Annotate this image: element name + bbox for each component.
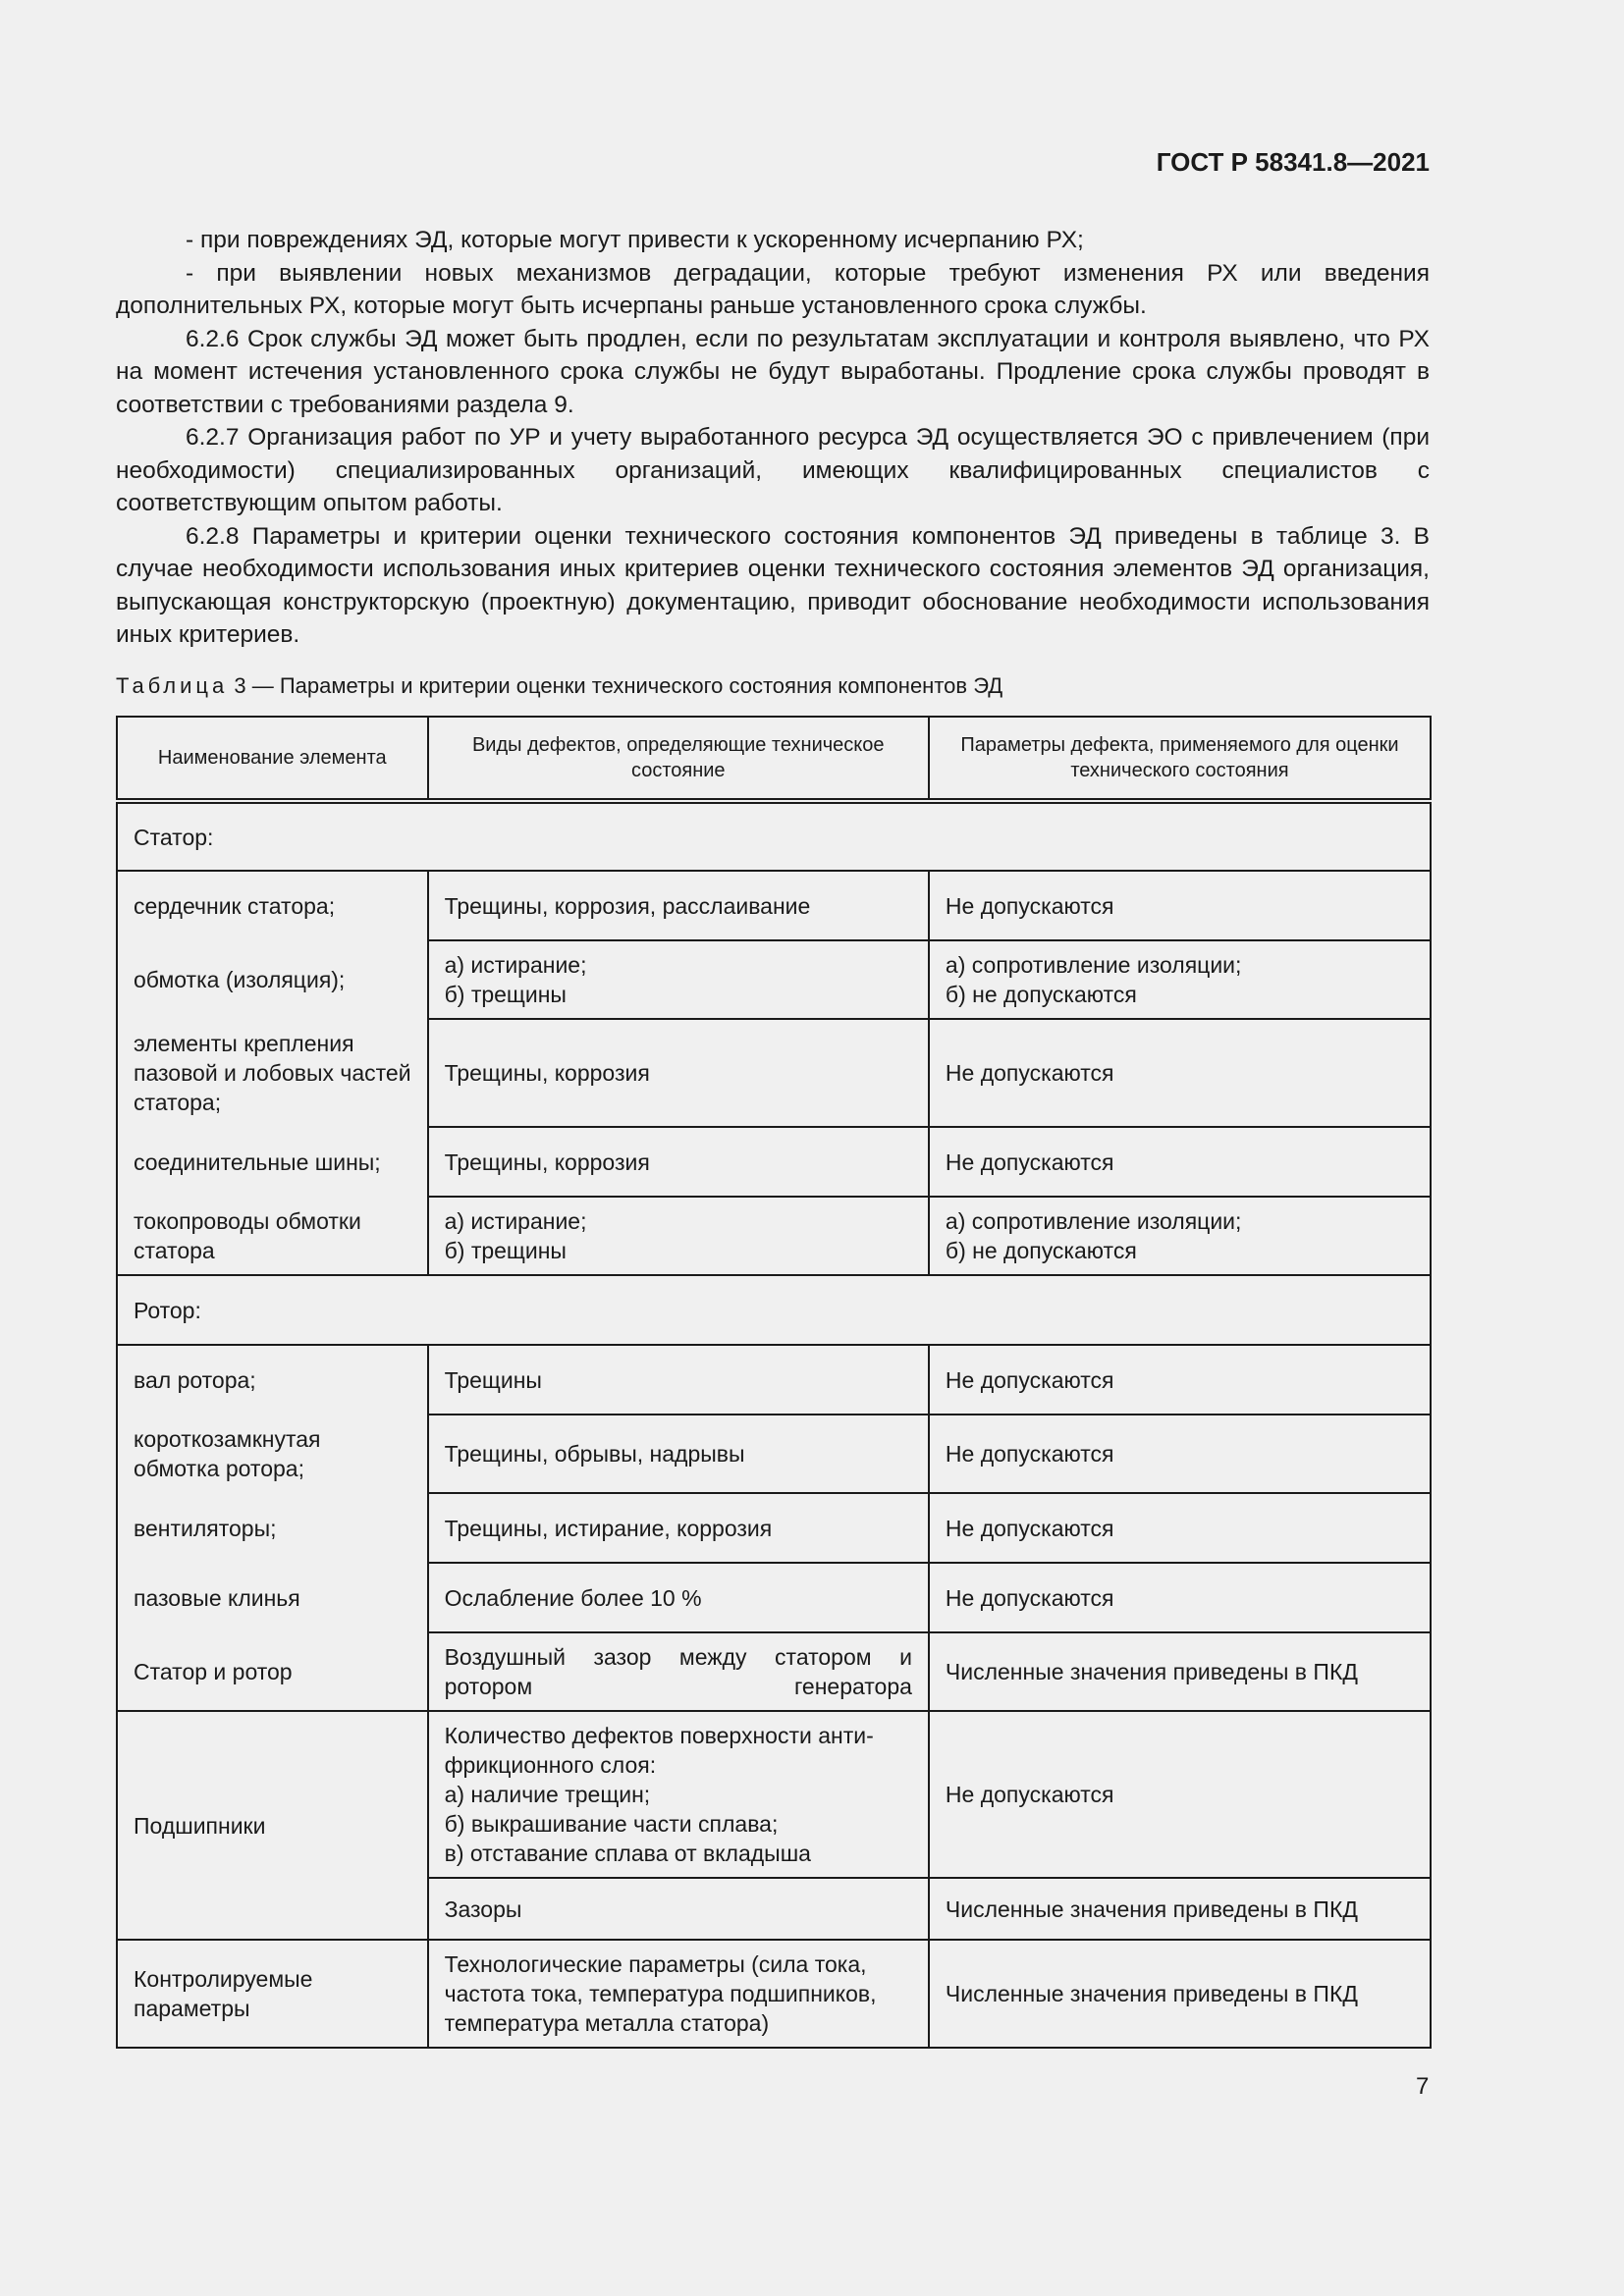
params-cell: Не допускаются bbox=[929, 1127, 1431, 1197]
defects-cell: Ослабление более 10 % bbox=[428, 1563, 929, 1632]
header-defect-types: Виды дефектов, определяющие техническое состояние bbox=[428, 717, 929, 801]
element-cell: сердечник статора; bbox=[117, 871, 428, 940]
table-row bbox=[117, 1493, 1431, 1563]
defects-cell: Трещины, коррозия bbox=[428, 1127, 929, 1197]
defects-cell: Трещины, истирание, коррозия bbox=[428, 1493, 929, 1563]
table-row bbox=[117, 1127, 1431, 1197]
param-line: б) не допускаются bbox=[945, 982, 1137, 1007]
defect-line: б) трещины bbox=[444, 1238, 567, 1263]
table-row bbox=[117, 1019, 1431, 1127]
group-label: Ротор: bbox=[117, 1275, 1431, 1345]
defects-cell: Трещины, обрывы, надрывы bbox=[428, 1415, 929, 1493]
defect-line: температура металла статора) bbox=[444, 2010, 770, 2036]
params-cell: Не допускаются bbox=[929, 1493, 1431, 1563]
element-cell: элементы крепления пазовой и лобовых частей статора; bbox=[117, 1019, 428, 1127]
document-code: ГОСТ Р 58341.8—2021 bbox=[1156, 147, 1430, 177]
table-caption-text: 3 — Параметры и критерии оценки технического состояния компонентов ЭД bbox=[234, 673, 1003, 698]
defect-line: а) наличие трещин; bbox=[444, 1782, 651, 1807]
table-row bbox=[117, 1415, 1431, 1493]
param-line: б) не допускаются bbox=[945, 1238, 1137, 1263]
parameters-table bbox=[116, 716, 1432, 2049]
param-line: а) сопротивление изоляции; bbox=[945, 952, 1242, 978]
defect-line: фрикционного слоя: bbox=[444, 1752, 657, 1778]
group-row-stator bbox=[117, 801, 1431, 871]
element-cell: пазовые клинья bbox=[117, 1563, 428, 1632]
defect-line: а) истирание; bbox=[444, 952, 587, 978]
table-caption-label: Таблица bbox=[116, 673, 229, 698]
paragraph: 6.2.8 Параметры и критерии оценки технического состояния компонентов ЭД приведены в таблице 3. В случае необходимости использования иных критериев оценки технического состояния элементов ЭД организация, выпускающая конструкторскую (проектную) документацию, приводит обоснование необходимости использования иных критериев. bbox=[116, 522, 1430, 648]
defect-line: Технологические параметры (сила тока, bbox=[444, 1951, 867, 1977]
defects-cell bbox=[428, 1940, 929, 2048]
defects-cell bbox=[428, 1632, 929, 1711]
table-row bbox=[117, 1345, 1431, 1415]
params-cell bbox=[929, 1197, 1431, 1275]
table-row bbox=[117, 1711, 1431, 1878]
paragraph: - при выявлении новых механизмов деградации, которые требуют изменения РХ или введения дополнительных РХ, которые могут быть исчерпаны раньше установленного срока службы. bbox=[116, 259, 1430, 319]
params-cell: Не допускаются bbox=[929, 1415, 1431, 1493]
element-cell: вентиляторы; bbox=[117, 1493, 428, 1563]
table-caption bbox=[116, 673, 1002, 699]
params-cell: Численные значения приведены в ПКД bbox=[929, 1940, 1431, 2048]
table-row bbox=[117, 1940, 1431, 2048]
table-row bbox=[117, 1632, 1431, 1711]
paragraph: - при повреждениях ЭД, которые могут привести к ускоренному исчерпанию РХ; bbox=[186, 227, 1084, 253]
defects-cell bbox=[428, 1711, 929, 1878]
group-label: Статор: bbox=[117, 801, 1431, 871]
params-cell: Не допускаются bbox=[929, 1711, 1431, 1878]
group-row-rotor bbox=[117, 1275, 1431, 1345]
defects-cell bbox=[428, 1197, 929, 1275]
table-row bbox=[117, 1563, 1431, 1632]
element-cell: обмотка (изоляция); bbox=[117, 940, 428, 1019]
params-cell: Не допускаются bbox=[929, 1563, 1431, 1632]
defect-line: а) истирание; bbox=[444, 1208, 587, 1234]
element-cell: Подшипники bbox=[117, 1711, 428, 1940]
defects-cell: Трещины, коррозия, расслаивание bbox=[428, 871, 929, 940]
table-row bbox=[117, 1197, 1431, 1275]
param-line: а) сопротивление изоляции; bbox=[945, 1208, 1242, 1234]
defects-cell: Трещины bbox=[428, 1345, 929, 1415]
header-defect-params: Параметры дефекта, применяемого для оценки технического состояния bbox=[929, 717, 1431, 801]
defect-line: б) трещины bbox=[444, 982, 567, 1007]
element-text: Контролируемые параметры bbox=[134, 1966, 313, 2021]
params-cell: Не допускаются bbox=[929, 871, 1431, 940]
page-number: 7 bbox=[1416, 2073, 1430, 2100]
defect-line: Количество дефектов поверхности анти- bbox=[444, 1723, 874, 1748]
params-cell: Не допускаются bbox=[929, 1345, 1431, 1415]
table-row bbox=[117, 871, 1431, 940]
defects-cell: Зазоры bbox=[428, 1878, 929, 1940]
paragraph: 6.2.7 Организация работ по УР и учету выработанного ресурса ЭД осуществляется ЭО с привлечением (при необходимости) специализированных организаций, имеющих квалифицированных специалистов с соответствующим опытом работы. bbox=[116, 424, 1430, 516]
body-text bbox=[116, 224, 1430, 652]
table-header-row bbox=[117, 717, 1431, 801]
defect-text: Воздушный зазор между статором и ротором генератора bbox=[444, 1644, 912, 1699]
element-cell: короткозамкнутая обмотка ротора; bbox=[117, 1415, 428, 1493]
paragraph: 6.2.6 Срок службы ЭД может быть продлен, если по результатам эксплуатации и контроля выявлено, что РХ на момент истечения установленного срока службы не будут выработаны. Продление срока службы проводят в соответствии с требованиями раздела 9. bbox=[116, 325, 1430, 418]
params-cell: Численные значения приведены в ПКД bbox=[929, 1878, 1431, 1940]
element-cell: вал ротора; bbox=[117, 1345, 428, 1415]
element-cell: соединительные шины; bbox=[117, 1127, 428, 1197]
defect-line: в) отставание сплава от вкладыша bbox=[444, 1841, 811, 1866]
defects-cell: Трещины, коррозия bbox=[428, 1019, 929, 1127]
defect-line: б) выкрашивание части сплава; bbox=[444, 1811, 779, 1837]
header-element-name: Наименование элемента bbox=[117, 717, 428, 801]
defect-line: частота тока, температура подшипников, bbox=[444, 1981, 877, 2006]
defects-cell bbox=[428, 940, 929, 1019]
params-cell: Не допускаются bbox=[929, 1019, 1431, 1127]
params-cell bbox=[929, 940, 1431, 1019]
element-cell: Статор и ротор bbox=[117, 1632, 428, 1711]
element-cell bbox=[117, 1940, 428, 2048]
table-row bbox=[117, 940, 1431, 1019]
element-cell: токопроводы обмотки статора bbox=[117, 1197, 428, 1275]
params-cell: Численные значения приведены в ПКД bbox=[929, 1632, 1431, 1711]
